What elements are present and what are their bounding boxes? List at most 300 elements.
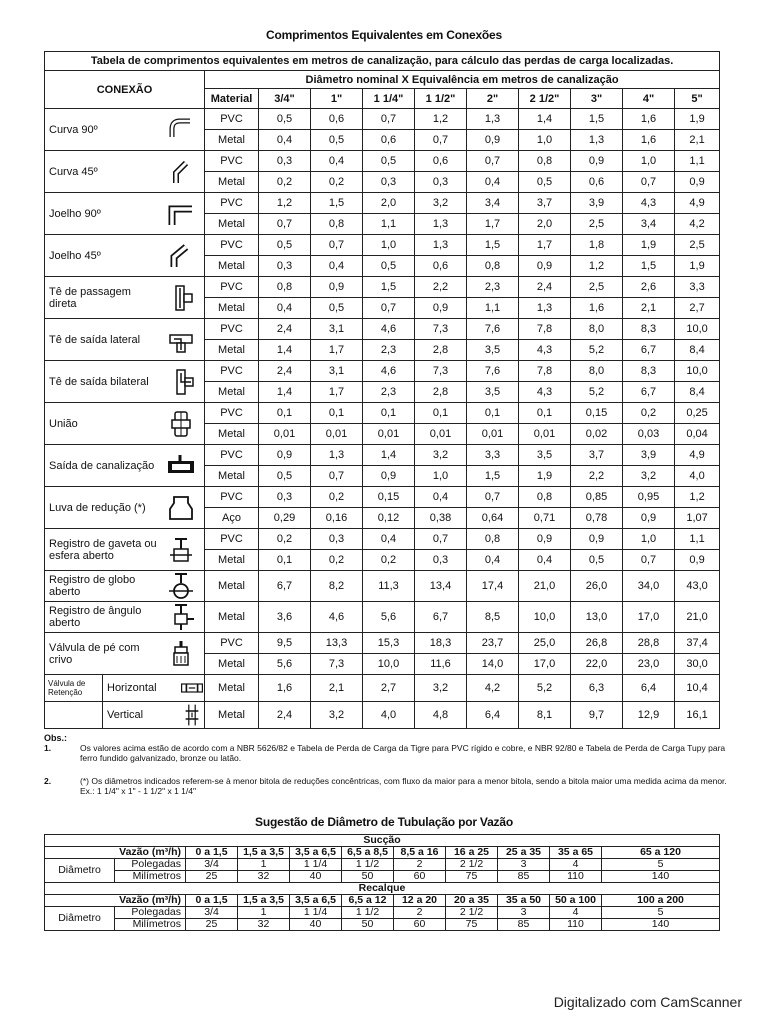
vazao-cell: 6,5 a 12 xyxy=(342,895,394,907)
value-cell: 1,0 xyxy=(415,466,467,487)
milimetros-cell: 110 xyxy=(550,871,602,883)
value-cell: 0,2 xyxy=(259,172,311,193)
value-cell: 3,1 xyxy=(311,319,363,340)
value-cell: 8,2 xyxy=(311,571,363,602)
milimetros-cell: 25 xyxy=(186,871,238,883)
value-cell: 0,5 xyxy=(311,298,363,319)
value-cell: 0,04 xyxy=(675,424,720,445)
value-cell: 2,3 xyxy=(363,382,415,403)
vazao-cell: 8,5 a 16 xyxy=(394,847,446,859)
fitting-icon-cell xyxy=(159,151,205,193)
value-cell: 10,0 xyxy=(519,602,571,633)
polegadas-cell: 1 1/2 xyxy=(342,907,394,919)
value-cell: 21,0 xyxy=(675,602,720,633)
fitting-name: Tê de saída bilateral xyxy=(45,361,159,403)
value-cell: 0,03 xyxy=(623,424,675,445)
value-cell: 0,4 xyxy=(415,487,467,508)
table-row xyxy=(45,529,720,550)
value-cell: 0,7 xyxy=(311,466,363,487)
table-row xyxy=(45,235,720,256)
value-cell: 11,3 xyxy=(363,571,415,602)
material-cell: PVC xyxy=(205,235,259,256)
value-cell: 6,7 xyxy=(259,571,311,602)
check-valve-vertical-icon xyxy=(180,703,204,727)
value-cell: 0,3 xyxy=(363,172,415,193)
vazao-label: Vazão (m³/h) xyxy=(45,847,186,859)
diametro-label: Diâmetro xyxy=(45,907,115,931)
value-cell: 0,7 xyxy=(467,487,519,508)
value-cell: 3,3 xyxy=(467,445,519,466)
value-cell: 7,3 xyxy=(415,361,467,382)
value-cell: 1,5 xyxy=(571,109,623,130)
polegadas-cell: 1 1/2 xyxy=(342,859,394,871)
value-cell: 10,0 xyxy=(675,319,720,340)
value-cell: 0,38 xyxy=(415,508,467,529)
suggestion-title: Sugestão de Diâmetro de Tubulação por Vazão xyxy=(255,815,513,829)
material-cell: PVC xyxy=(205,487,259,508)
material-cell: Metal xyxy=(205,466,259,487)
value-cell: 3,2 xyxy=(623,466,675,487)
value-cell: 0,12 xyxy=(363,508,415,529)
milimetros-label: Milímetros xyxy=(115,919,186,931)
value-cell: 0,9 xyxy=(623,508,675,529)
value-cell: 14,0 xyxy=(467,654,519,675)
value-cell: 0,9 xyxy=(415,298,467,319)
fitting-name: Registro de gaveta ou esfera aberto xyxy=(45,529,159,571)
value-cell: 10,0 xyxy=(675,361,720,382)
value-cell: 0,9 xyxy=(467,130,519,151)
table-row xyxy=(45,571,720,602)
page-title: Comprimentos Equivalentes em Conexões xyxy=(266,28,502,42)
value-cell: 22,0 xyxy=(571,654,623,675)
value-cell: 2,4 xyxy=(259,702,311,729)
size-header: 2 1/2" xyxy=(519,89,571,109)
value-cell: 6,3 xyxy=(571,675,623,702)
material-cell: Aço xyxy=(205,508,259,529)
retention-cell xyxy=(45,702,205,729)
vazao-cell: 6,5 a 8,5 xyxy=(342,847,394,859)
material-cell: PVC xyxy=(205,151,259,172)
milimetros-label: Milímetros xyxy=(115,871,186,883)
polegadas-label: Polegadas xyxy=(115,859,186,871)
value-cell: 4,2 xyxy=(675,214,720,235)
diametro-label: Diâmetro xyxy=(45,859,115,883)
value-cell: 30,0 xyxy=(675,654,720,675)
value-cell: 1,2 xyxy=(259,193,311,214)
value-cell: 0,2 xyxy=(623,403,675,424)
value-cell: 17,0 xyxy=(623,602,675,633)
table-row xyxy=(45,602,720,633)
value-cell: 6,7 xyxy=(415,602,467,633)
value-cell: 0,4 xyxy=(467,550,519,571)
value-cell: 1,4 xyxy=(519,109,571,130)
section-header: Sucção xyxy=(45,835,720,847)
fitting-name: Luva de redução (*) xyxy=(45,487,159,529)
value-cell: 9,5 xyxy=(259,633,311,654)
value-cell: 3,1 xyxy=(311,361,363,382)
value-cell: 3,5 xyxy=(467,382,519,403)
polegadas-cell: 3 xyxy=(498,907,550,919)
fitting-name: Joelho 90º xyxy=(45,193,159,235)
value-cell: 2,8 xyxy=(415,382,467,403)
size-header: 5" xyxy=(675,89,720,109)
vazao-cell: 1,5 a 3,5 xyxy=(238,847,290,859)
value-cell: 0,5 xyxy=(259,235,311,256)
material-cell: PVC xyxy=(205,109,259,130)
value-cell: 2,5 xyxy=(571,277,623,298)
polegadas-cell: 5 xyxy=(602,859,720,871)
fitting-icon-cell xyxy=(159,529,205,571)
value-cell: 6,7 xyxy=(623,382,675,403)
size-header: 1 1/2" xyxy=(415,89,467,109)
value-cell: 4,3 xyxy=(519,382,571,403)
value-cell: 34,0 xyxy=(623,571,675,602)
value-cell: 0,7 xyxy=(259,214,311,235)
value-cell: 0,8 xyxy=(467,256,519,277)
value-cell: 0,01 xyxy=(259,424,311,445)
material-cell: PVC xyxy=(205,193,259,214)
polegadas-cell: 1 1/4 xyxy=(290,907,342,919)
table-row xyxy=(45,319,720,340)
value-cell: 1,3 xyxy=(415,214,467,235)
value-cell: 15,3 xyxy=(363,633,415,654)
value-cell: 2,1 xyxy=(623,298,675,319)
value-cell: 0,2 xyxy=(311,172,363,193)
value-cell: 0,2 xyxy=(311,487,363,508)
polegadas-cell: 2 1/2 xyxy=(446,859,498,871)
value-cell: 1,5 xyxy=(467,235,519,256)
fitting-icon-cell xyxy=(159,361,205,403)
material-cell: Metal xyxy=(205,602,259,633)
fitting-name: Registro de globo aberto xyxy=(45,571,159,602)
polegadas-cell: 1 xyxy=(238,907,290,919)
value-cell: 0,9 xyxy=(675,172,720,193)
value-cell: 12,9 xyxy=(623,702,675,729)
value-cell: 0,1 xyxy=(259,403,311,424)
value-cell: 23,0 xyxy=(623,654,675,675)
note-2-text: (*) Os diâmetros indicados referem-se à menor bitola de reduções concêntricas, com fluxo da maior para a menor bitola, sendo a bitola maior uma medida acima da menor. Ex.: 1 1/4" x 1" - 1 1/2" x 1 1/4" xyxy=(80,776,727,796)
equivalent-length-table xyxy=(44,51,720,729)
material-cell: Metal xyxy=(205,654,259,675)
milimetros-cell: 60 xyxy=(394,919,446,931)
value-cell: 2,3 xyxy=(467,277,519,298)
value-cell: 3,4 xyxy=(623,214,675,235)
value-cell: 0,4 xyxy=(259,298,311,319)
value-cell: 0,7 xyxy=(467,151,519,172)
value-cell: 3,9 xyxy=(623,445,675,466)
value-cell: 5,6 xyxy=(259,654,311,675)
value-cell: 2,8 xyxy=(415,340,467,361)
angle-valve-icon xyxy=(166,602,196,632)
fitting-icon-cell xyxy=(159,403,205,445)
gate-valve-icon xyxy=(166,535,196,565)
value-cell: 0,7 xyxy=(363,298,415,319)
value-cell: 1,5 xyxy=(311,193,363,214)
value-cell: 0,29 xyxy=(259,508,311,529)
value-cell: 1,2 xyxy=(675,487,720,508)
value-cell: 7,8 xyxy=(519,319,571,340)
retention-type xyxy=(102,675,204,701)
polegadas-cell: 1 xyxy=(238,859,290,871)
value-cell: 1,3 xyxy=(415,235,467,256)
scanner-watermark: Digitalizado com CamScanner xyxy=(553,994,742,1010)
polegadas-cell: 2 xyxy=(394,859,446,871)
value-cell: 1,6 xyxy=(623,130,675,151)
value-cell: 1,7 xyxy=(311,382,363,403)
value-cell: 21,0 xyxy=(519,571,571,602)
vazao-cell: 100 a 200 xyxy=(602,895,720,907)
value-cell: 0,8 xyxy=(311,214,363,235)
material-cell: Metal xyxy=(205,298,259,319)
value-cell: 4,0 xyxy=(363,702,415,729)
value-cell: 1,4 xyxy=(363,445,415,466)
table-row xyxy=(45,151,720,172)
value-cell: 0,64 xyxy=(467,508,519,529)
value-cell: 8,3 xyxy=(623,361,675,382)
table-row xyxy=(45,193,720,214)
value-cell: 18,3 xyxy=(415,633,467,654)
value-cell: 5,2 xyxy=(519,675,571,702)
milimetros-cell: 50 xyxy=(342,919,394,931)
fitting-icon-cell xyxy=(159,235,205,277)
value-cell: 0,01 xyxy=(467,424,519,445)
vazao-cell: 35 a 50 xyxy=(498,895,550,907)
vazao-cell: 0 a 1,5 xyxy=(186,847,238,859)
value-cell: 7,6 xyxy=(467,319,519,340)
value-cell: 0,6 xyxy=(415,256,467,277)
value-cell: 0,2 xyxy=(363,550,415,571)
value-cell: 2,1 xyxy=(311,675,363,702)
material-cell: Metal xyxy=(205,340,259,361)
value-cell: 0,3 xyxy=(415,172,467,193)
retention-label: Válvula de Retenção xyxy=(48,679,86,697)
value-cell: 1,4 xyxy=(259,382,311,403)
material-cell: Metal xyxy=(205,550,259,571)
value-cell: 0,5 xyxy=(363,151,415,172)
value-cell: 2,5 xyxy=(675,235,720,256)
value-cell: 7,8 xyxy=(519,361,571,382)
vazao-cell: 0 a 1,5 xyxy=(186,895,238,907)
material-cell: Metal xyxy=(205,256,259,277)
material-cell: PVC xyxy=(205,445,259,466)
value-cell: 6,7 xyxy=(623,340,675,361)
value-cell: 2,1 xyxy=(675,130,720,151)
value-cell: 0,01 xyxy=(415,424,467,445)
pipe-outlet-icon xyxy=(166,451,196,481)
material-cell: Metal xyxy=(205,571,259,602)
value-cell: 0,7 xyxy=(415,529,467,550)
value-cell: 0,4 xyxy=(311,151,363,172)
value-cell: 0,4 xyxy=(467,172,519,193)
value-cell: 23,7 xyxy=(467,633,519,654)
table-row xyxy=(45,919,720,931)
material-cell: Metal xyxy=(205,382,259,403)
value-cell: 0,1 xyxy=(259,550,311,571)
fitting-name: União xyxy=(45,403,159,445)
value-cell: 1,3 xyxy=(571,130,623,151)
vazao-cell: 20 a 35 xyxy=(446,895,498,907)
table-row xyxy=(45,675,720,702)
value-cell: 0,8 xyxy=(519,487,571,508)
conexao-header: CONEXÃO xyxy=(45,71,205,109)
table-row xyxy=(45,907,720,919)
table-caption: Tabela de comprimentos equivalentes em metros de canalização, para cálculo das perdas de carga localizadas. xyxy=(45,52,720,71)
milimetros-cell: 140 xyxy=(602,919,720,931)
value-cell: 0,8 xyxy=(467,529,519,550)
value-cell: 8,0 xyxy=(571,361,623,382)
fitting-name: Curva 90º xyxy=(45,109,159,151)
value-cell: 1,3 xyxy=(519,298,571,319)
material-cell: PVC xyxy=(205,319,259,340)
fitting-icon-cell xyxy=(159,487,205,529)
reducer-icon xyxy=(166,493,196,523)
value-cell: 1,0 xyxy=(363,235,415,256)
polegadas-cell: 1 1/4 xyxy=(290,859,342,871)
value-cell: 0,4 xyxy=(519,550,571,571)
value-cell: 2,4 xyxy=(519,277,571,298)
vazao-cell: 16 a 25 xyxy=(446,847,498,859)
fitting-name: Válvula de pé com crivo xyxy=(45,633,159,675)
milimetros-cell: 110 xyxy=(550,919,602,931)
value-cell: 0,7 xyxy=(623,550,675,571)
value-cell: 4,9 xyxy=(675,193,720,214)
value-cell: 5,2 xyxy=(571,340,623,361)
value-cell: 0,2 xyxy=(311,550,363,571)
value-cell: 0,85 xyxy=(571,487,623,508)
material-cell: PVC xyxy=(205,633,259,654)
value-cell: 4,0 xyxy=(675,466,720,487)
material-cell: PVC xyxy=(205,277,259,298)
value-cell: 5,2 xyxy=(571,382,623,403)
value-cell: 2,4 xyxy=(259,361,311,382)
vazao-cell: 65 a 120 xyxy=(602,847,720,859)
fitting-icon-cell xyxy=(159,602,205,633)
value-cell: 1,1 xyxy=(675,151,720,172)
retention-wrapper xyxy=(45,675,204,701)
polegadas-cell: 3/4 xyxy=(186,907,238,919)
value-cell: 0,3 xyxy=(259,151,311,172)
value-cell: 6,4 xyxy=(467,702,519,729)
value-cell: 1,9 xyxy=(675,109,720,130)
union-icon xyxy=(166,409,196,439)
value-cell: 16,1 xyxy=(675,702,720,729)
value-cell: 2,0 xyxy=(519,214,571,235)
value-cell: 4,3 xyxy=(519,340,571,361)
value-cell: 0,9 xyxy=(571,529,623,550)
value-cell: 4,6 xyxy=(363,361,415,382)
material-cell: Metal xyxy=(205,130,259,151)
value-cell: 3,9 xyxy=(571,193,623,214)
value-cell: 43,0 xyxy=(675,571,720,602)
value-cell: 0,01 xyxy=(311,424,363,445)
value-cell: 0,7 xyxy=(415,130,467,151)
fitting-icon-cell xyxy=(159,193,205,235)
milimetros-cell: 40 xyxy=(290,871,342,883)
value-cell: 0,5 xyxy=(571,550,623,571)
tee-side-icon xyxy=(166,325,196,355)
value-cell: 0,5 xyxy=(311,130,363,151)
table-row xyxy=(45,361,720,382)
value-cell: 0,15 xyxy=(363,487,415,508)
value-cell: 26,0 xyxy=(571,571,623,602)
value-cell: 9,7 xyxy=(571,702,623,729)
table-row xyxy=(45,847,720,859)
tee-bilateral-icon xyxy=(166,367,196,397)
value-cell: 8,0 xyxy=(571,319,623,340)
milimetros-cell: 50 xyxy=(342,871,394,883)
fitting-icon-cell xyxy=(159,277,205,319)
value-cell: 1,3 xyxy=(311,445,363,466)
flow-diameter-table xyxy=(44,834,720,931)
value-cell: 3,2 xyxy=(415,193,467,214)
value-cell: 1,0 xyxy=(519,130,571,151)
polegadas-cell: 3 xyxy=(498,859,550,871)
value-cell: 25,0 xyxy=(519,633,571,654)
table-row xyxy=(45,277,720,298)
value-cell: 2,2 xyxy=(571,466,623,487)
value-cell: 7,3 xyxy=(415,319,467,340)
value-cell: 0,6 xyxy=(571,172,623,193)
table-row xyxy=(45,633,720,654)
value-cell: 1,7 xyxy=(519,235,571,256)
milimetros-cell: 60 xyxy=(394,871,446,883)
value-cell: 28,8 xyxy=(623,633,675,654)
value-cell: 3,3 xyxy=(675,277,720,298)
value-cell: 10,4 xyxy=(675,675,720,702)
value-cell: 8,4 xyxy=(675,340,720,361)
table-row xyxy=(45,871,720,883)
polegadas-cell: 5 xyxy=(602,907,720,919)
value-cell: 0,78 xyxy=(571,508,623,529)
size-header: 3/4" xyxy=(259,89,311,109)
table-row xyxy=(45,859,720,871)
fitting-icon-cell xyxy=(159,633,205,675)
value-cell: 4,3 xyxy=(623,193,675,214)
value-cell: 1,07 xyxy=(675,508,720,529)
value-cell: 2,4 xyxy=(259,319,311,340)
value-cell: 0,15 xyxy=(571,403,623,424)
value-cell: 1,1 xyxy=(675,529,720,550)
value-cell: 8,4 xyxy=(675,382,720,403)
fitting-name: Curva 45º xyxy=(45,151,159,193)
value-cell: 0,3 xyxy=(311,529,363,550)
milimetros-cell: 140 xyxy=(602,871,720,883)
table-row xyxy=(45,895,720,907)
vazao-cell: 3,5 a 6,5 xyxy=(290,895,342,907)
elbow-45-icon xyxy=(166,241,196,271)
note-1-number: 1. xyxy=(44,743,52,753)
milimetros-cell: 85 xyxy=(498,919,550,931)
value-cell: 3,7 xyxy=(571,445,623,466)
value-cell: 0,9 xyxy=(519,256,571,277)
tee-straight-icon xyxy=(166,283,196,313)
value-cell: 0,4 xyxy=(363,529,415,550)
curve-90-icon xyxy=(166,115,196,145)
value-cell: 3,7 xyxy=(519,193,571,214)
diameter-header: Diâmetro nominal X Equivalência em metros de canalização xyxy=(205,71,720,89)
value-cell: 1,2 xyxy=(415,109,467,130)
polegadas-cell: 2 1/2 xyxy=(446,907,498,919)
retention-type-label: Vertical xyxy=(107,709,144,721)
fitting-name: Registro de ângulo aberto xyxy=(45,602,159,633)
value-cell: 17,0 xyxy=(519,654,571,675)
vazao-cell: 35 a 65 xyxy=(550,847,602,859)
milimetros-cell: 32 xyxy=(238,871,290,883)
value-cell: 11,6 xyxy=(415,654,467,675)
milimetros-cell: 40 xyxy=(290,919,342,931)
value-cell: 0,4 xyxy=(311,256,363,277)
value-cell: 2,5 xyxy=(571,214,623,235)
